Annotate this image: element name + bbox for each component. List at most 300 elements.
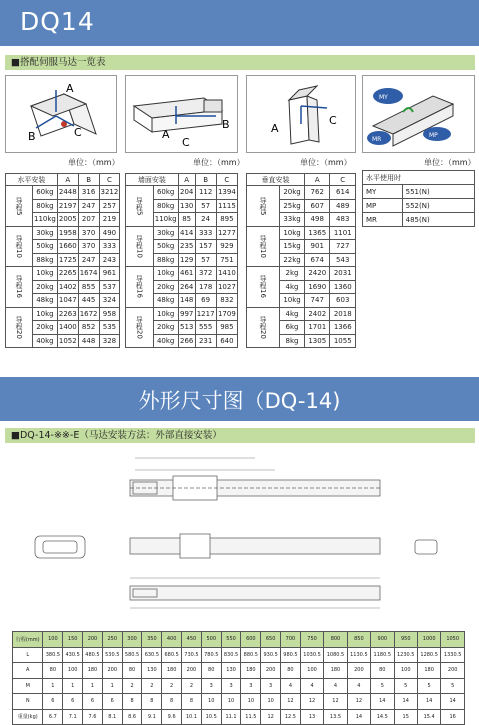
table-cell: 1000: [417, 632, 440, 648]
table-cell: 1660: [57, 240, 78, 254]
table-cell: 1709: [216, 307, 237, 321]
table-cell: 57: [195, 253, 216, 267]
table-cell: 930.5: [261, 647, 281, 663]
table-row: [13, 709, 465, 725]
table-cell: 100: [43, 632, 63, 648]
table-cell: 650: [261, 632, 281, 648]
table-cell: 580.5: [122, 647, 142, 663]
table-cell: 328: [99, 334, 120, 348]
table-cell: N: [13, 694, 43, 710]
page-title: DQ14: [20, 7, 95, 36]
dimension-drawing: [5, 448, 475, 628]
table-cell: 10: [241, 694, 261, 710]
table-cell: 1050: [441, 632, 465, 648]
table-cell: 130: [221, 663, 241, 679]
table-cell: 1080.5: [324, 647, 347, 663]
table-cell: 1: [43, 678, 63, 694]
table-cell: 614: [330, 186, 356, 200]
table-cell: 448: [78, 334, 99, 348]
table-cell: 430.5: [63, 647, 83, 663]
table-cell: 129: [178, 253, 195, 267]
table-cell: 80: [122, 663, 142, 679]
table-cell: 130: [178, 199, 195, 213]
wall-load-table: [125, 173, 238, 348]
table-cell: 489: [330, 199, 356, 213]
table-cell: 12.5: [281, 709, 301, 725]
table-cell: 1672: [78, 307, 99, 321]
table-cell: 535: [99, 321, 120, 335]
table-cell: 80kg: [153, 199, 178, 213]
unit-label-3: 单位：（mm）: [300, 158, 352, 167]
table-row: [126, 226, 238, 240]
table-cell: 150: [63, 632, 83, 648]
table-cell: 850: [347, 632, 370, 648]
table-cell: 50kg: [33, 240, 58, 254]
table-cell: 200: [261, 663, 281, 679]
table-cell: 11.5: [241, 709, 261, 725]
table-cell: 219: [99, 213, 120, 227]
table-row: [6, 226, 120, 240]
lead-group-cell: 导程10: [247, 226, 280, 267]
table-cell: 370: [78, 240, 99, 254]
table-header-cell: A: [305, 174, 330, 186]
table-cell: 30kg: [33, 226, 58, 240]
table-cell: 85: [178, 213, 195, 227]
table-cell: 12: [300, 694, 323, 710]
table-cell: 8.1: [102, 709, 122, 725]
table-cell: 148: [178, 294, 195, 308]
table-row: [247, 186, 356, 200]
svg-text:C: C: [329, 114, 337, 127]
table-cell: 324: [99, 294, 120, 308]
table-cell: 6.7: [43, 709, 63, 725]
table-header-cell: A: [178, 174, 195, 186]
table-cell: 4: [347, 678, 370, 694]
table-cell: 行程(mm): [13, 632, 43, 648]
table-cell: 257: [99, 199, 120, 213]
table-cell: 1330.5: [441, 647, 465, 663]
table-row: [126, 267, 238, 281]
table-cell: 264: [178, 280, 195, 294]
vertical-mount-diagram: [246, 75, 356, 153]
unit-label-1: 单位：（mm）: [68, 158, 120, 167]
unit-label-4: 单位：（mm）: [424, 158, 476, 167]
table-cell: 1101: [330, 226, 356, 240]
lead-group-cell: 导程5: [247, 186, 280, 227]
table-cell: 700: [281, 632, 301, 648]
table-cell: 1394: [216, 186, 237, 200]
table-cell: 243: [99, 253, 120, 267]
table-cell: 1958: [57, 226, 78, 240]
table-cell: 1277: [216, 226, 237, 240]
table-cell: 855: [78, 280, 99, 294]
table-cell: 11.1: [221, 709, 241, 725]
table-cell: 20kg: [280, 186, 305, 200]
table-cell: 180: [162, 663, 182, 679]
table-cell: 4: [281, 678, 301, 694]
table-cell: 9.6: [162, 709, 182, 725]
table-cell: 200: [441, 663, 465, 679]
table-cell: 750: [300, 632, 323, 648]
table-cell: 50kg: [153, 240, 178, 254]
table-cell: 110kg: [33, 213, 58, 227]
lead-group-cell: 导程16: [126, 267, 154, 308]
table-cell: 247: [78, 253, 99, 267]
table-header-cell: A: [57, 174, 78, 186]
table-cell: 80: [371, 663, 394, 679]
table-cell: 200: [182, 663, 202, 679]
lead-group-cell: 导程5: [6, 186, 33, 227]
table-cell: 100: [63, 663, 83, 679]
table-cell: 1: [102, 678, 122, 694]
table-cell: 3: [261, 678, 281, 694]
table-cell: 480.5: [83, 647, 103, 663]
table-cell: 40kg: [153, 334, 178, 348]
table-cell: 780.5: [201, 647, 221, 663]
moment-table: 水平使用时 MY 551(N) MP 552(N) MR 485(N): [362, 170, 475, 227]
table-cell: 1115: [216, 199, 237, 213]
table-cell: 537: [99, 280, 120, 294]
table-cell: 6: [63, 694, 83, 710]
label-a: A: [66, 82, 74, 95]
table-cell: 15.4: [417, 709, 440, 725]
table-cell: 2031: [330, 267, 356, 281]
table-cell: 400: [162, 632, 182, 648]
table-cell: 880.5: [241, 647, 261, 663]
table-cell: 513: [178, 321, 195, 335]
table-cell: 4kg: [280, 307, 305, 321]
horizontal-mount-diagram: [5, 75, 117, 153]
table-cell: 2197: [57, 199, 78, 213]
table-cell: 333: [195, 226, 216, 240]
table-cell: 680.5: [162, 647, 182, 663]
table-cell: 20kg: [153, 321, 178, 335]
table-cell: 1725: [57, 253, 78, 267]
table-cell: 1055: [330, 334, 356, 348]
table-cell: 316: [78, 186, 99, 200]
table-cell: 543: [330, 253, 356, 267]
table-cell: 13: [300, 709, 323, 725]
table-cell: 247: [78, 199, 99, 213]
table-cell: 1690: [305, 280, 330, 294]
table-cell: 3: [241, 678, 261, 694]
table-cell: 80: [281, 663, 301, 679]
table-header-cell: 墙面安装: [126, 174, 179, 186]
table-cell: 2448: [57, 186, 78, 200]
table-cell: 6kg: [280, 321, 305, 335]
table-cell: M: [13, 678, 43, 694]
table-cell: 2005: [57, 213, 78, 227]
table-cell: 20kg: [153, 280, 178, 294]
table-cell: 9.1: [142, 709, 162, 725]
table-cell: 1674: [78, 267, 99, 281]
table-cell: 958: [99, 307, 120, 321]
table-cell: 112: [195, 186, 216, 200]
table-cell: 重量(kg): [13, 709, 43, 725]
lead-group-cell: 导程20: [6, 307, 33, 348]
table-header-cell: C: [216, 174, 237, 186]
table-cell: 1: [83, 678, 103, 694]
table-cell: 2265: [57, 267, 78, 281]
lead-group-cell: 导程16: [247, 267, 280, 308]
table-header-cell: C: [99, 174, 120, 186]
dimension-banner: [0, 377, 479, 421]
table-cell: 2263: [57, 307, 78, 321]
unit-label-2: 单位：（mm）: [193, 158, 245, 167]
table-cell: 235: [178, 240, 195, 254]
table-cell: 1130.5: [347, 647, 370, 663]
table-cell: 3212: [99, 186, 120, 200]
table-cell: 180: [83, 663, 103, 679]
table-cell: 100: [300, 663, 323, 679]
table-cell: 200: [83, 632, 103, 648]
table-cell: 1217: [195, 307, 216, 321]
table-header-cell: 水平安装: [6, 174, 58, 186]
lead-group-cell: 导程5: [126, 186, 154, 227]
table-cell: 178: [195, 280, 216, 294]
lead-group-cell: 导程10: [126, 226, 154, 267]
table-cell: 483: [330, 213, 356, 227]
table-row: [6, 267, 120, 281]
table-cell: 180: [324, 663, 347, 679]
table-cell: 1047: [57, 294, 78, 308]
table-cell: 14: [417, 694, 440, 710]
table-cell: 2: [142, 678, 162, 694]
table-cell: 1230.5: [394, 647, 417, 663]
table-cell: 2: [122, 678, 142, 694]
table-cell: 7.1: [63, 709, 83, 725]
table-cell: 751: [216, 253, 237, 267]
table-cell: 207: [78, 213, 99, 227]
table-cell: 8: [142, 694, 162, 710]
table-cell: 895: [216, 213, 237, 227]
table-cell: 60kg: [33, 186, 58, 200]
table-cell: 445: [78, 294, 99, 308]
table-cell: 370: [78, 226, 99, 240]
table-cell: 1402: [57, 280, 78, 294]
lead-group-cell: 导程20: [126, 307, 154, 348]
table-cell: 8.6: [122, 709, 142, 725]
table-cell: 250: [102, 632, 122, 648]
table-cell: 10kg: [33, 307, 58, 321]
table-cell: 607: [305, 199, 330, 213]
table-cell: 157: [195, 240, 216, 254]
table-cell: 4: [324, 678, 347, 694]
table-cell: 204: [178, 186, 195, 200]
table-cell: 1360: [330, 280, 356, 294]
table-cell: 10: [261, 694, 281, 710]
table-cell: 730.5: [182, 647, 202, 663]
table-cell: 550: [221, 632, 241, 648]
table-cell: 10kg: [33, 267, 58, 281]
table-cell: 762: [305, 186, 330, 200]
table-cell: 180: [417, 663, 440, 679]
svg-text:A: A: [271, 122, 279, 135]
table-row: [247, 267, 356, 281]
table-cell: 980.5: [281, 647, 301, 663]
table-cell: 14: [441, 694, 465, 710]
table-cell: 1366: [330, 321, 356, 335]
table-row: [13, 663, 465, 679]
table-cell: 852: [78, 321, 99, 335]
table-cell: 2: [162, 678, 182, 694]
table-cell: 350: [142, 632, 162, 648]
table-cell: 640: [216, 334, 237, 348]
table-cell: 901: [305, 240, 330, 254]
table-cell: 14.5: [371, 709, 394, 725]
table-cell: 200: [347, 663, 370, 679]
moment-diagram: [362, 75, 475, 153]
table-cell: 266: [178, 334, 195, 348]
table-cell: 3: [221, 678, 241, 694]
table-row: [6, 186, 120, 200]
table-cell: 832: [216, 294, 237, 308]
moment-table-header: 水平使用时: [363, 171, 475, 185]
table-cell: 15kg: [280, 240, 305, 254]
table-cell: 25kg: [280, 199, 305, 213]
table-cell: 333: [99, 240, 120, 254]
table-cell: 830.5: [221, 647, 241, 663]
table-cell: 16: [441, 709, 465, 725]
table-cell: 10: [221, 694, 241, 710]
svg-text:MR: MR: [372, 136, 382, 143]
table-cell: 12: [281, 694, 301, 710]
table-cell: 603: [330, 294, 356, 308]
table-cell: 130: [142, 663, 162, 679]
dimension-table: [12, 631, 465, 725]
table-cell: 14: [394, 694, 417, 710]
table-cell: 10kg: [280, 226, 305, 240]
table-row: [13, 678, 465, 694]
table-cell: 88kg: [33, 253, 58, 267]
table-cell: 1365: [305, 226, 330, 240]
svg-text:A: A: [162, 128, 170, 141]
dimension-title: 外形尺寸图（DQ-14): [138, 389, 341, 413]
table-cell: 110kg: [153, 213, 178, 227]
table-cell: 800: [324, 632, 347, 648]
table-cell: 1701: [305, 321, 330, 335]
table-cell: 961: [99, 267, 120, 281]
table-cell: 1410: [216, 267, 237, 281]
table-cell: 450: [182, 632, 202, 648]
table-cell: 5: [417, 678, 440, 694]
table-row: [13, 647, 465, 663]
table-cell: 2018: [330, 307, 356, 321]
table-cell: 5: [441, 678, 465, 694]
table-row: [126, 186, 238, 200]
table-cell: 600: [241, 632, 261, 648]
table-cell: 10kg: [153, 267, 178, 281]
table-cell: 2402: [305, 307, 330, 321]
table-header-cell: B: [78, 174, 99, 186]
table-cell: 3: [201, 678, 221, 694]
table-cell: 20kg: [33, 321, 58, 335]
table-cell: 20kg: [33, 280, 58, 294]
table-header-cell: 垂直安装: [247, 174, 305, 186]
table-cell: 8: [182, 694, 202, 710]
table-cell: 30kg: [153, 226, 178, 240]
table-cell: 15: [394, 709, 417, 725]
table-cell: 2420: [305, 267, 330, 281]
svg-text:MP: MP: [429, 132, 438, 139]
table-cell: 12: [261, 709, 281, 725]
table-cell: 10: [201, 694, 221, 710]
table-cell: 10kg: [153, 307, 178, 321]
lead-group-cell: 导程20: [247, 307, 280, 348]
table-cell: 929: [216, 240, 237, 254]
table-cell: 88kg: [153, 253, 178, 267]
table-cell: 6: [43, 694, 63, 710]
table-cell: 48kg: [33, 294, 58, 308]
table-row: [13, 632, 465, 648]
table-cell: 180: [241, 663, 261, 679]
section-header-dimension: ■DQ-14-※※-E（马达安装方法：外部直接安装）: [5, 428, 475, 443]
table-cell: 4: [300, 678, 323, 694]
table-cell: 498: [305, 213, 330, 227]
table-cell: 1027: [216, 280, 237, 294]
table-cell: 555: [195, 321, 216, 335]
table-cell: 12: [324, 694, 347, 710]
table-row: [247, 226, 356, 240]
table-cell: 60kg: [153, 186, 178, 200]
svg-text:MY: MY: [379, 94, 388, 101]
table-cell: 100: [394, 663, 417, 679]
table-cell: 1400: [57, 321, 78, 335]
table-cell: 8: [162, 694, 182, 710]
table-cell: 48kg: [153, 294, 178, 308]
table-cell: 8: [122, 694, 142, 710]
table-cell: 57: [195, 199, 216, 213]
svg-text:C: C: [182, 136, 190, 149]
table-cell: 69: [195, 294, 216, 308]
table-cell: 22kg: [280, 253, 305, 267]
wall-mount-diagram: [125, 75, 238, 153]
table-header-cell: B: [195, 174, 216, 186]
table-cell: 8kg: [280, 334, 305, 348]
table-cell: 727: [330, 240, 356, 254]
table-cell: L: [13, 647, 43, 663]
table-cell: 200: [102, 663, 122, 679]
table-cell: 33kg: [280, 213, 305, 227]
table-row: [13, 694, 465, 710]
table-cell: 10.5: [201, 709, 221, 725]
table-cell: 1180.5: [371, 647, 394, 663]
table-cell: 231: [195, 334, 216, 348]
table-header-cell: C: [330, 174, 356, 186]
table-cell: 630.5: [142, 647, 162, 663]
horizontal-load-table: [5, 173, 120, 348]
table-cell: 414: [178, 226, 195, 240]
table-cell: 1305: [305, 334, 330, 348]
table-cell: 40kg: [33, 334, 58, 348]
table-cell: 14: [347, 709, 370, 725]
table-cell: 380.5: [43, 647, 63, 663]
table-cell: 490: [99, 226, 120, 240]
table-cell: 300: [122, 632, 142, 648]
table-cell: A: [13, 663, 43, 679]
lead-group-cell: 导程16: [6, 267, 33, 308]
table-cell: 10kg: [280, 294, 305, 308]
table-cell: 461: [178, 267, 195, 281]
table-cell: 2: [182, 678, 202, 694]
vertical-load-table: [246, 173, 356, 348]
table-cell: 1280.5: [417, 647, 440, 663]
table-cell: 530.5: [102, 647, 122, 663]
table-row: [6, 307, 120, 321]
table-cell: 80: [201, 663, 221, 679]
svg-text:B: B: [222, 118, 230, 131]
table-cell: 24: [195, 213, 216, 227]
